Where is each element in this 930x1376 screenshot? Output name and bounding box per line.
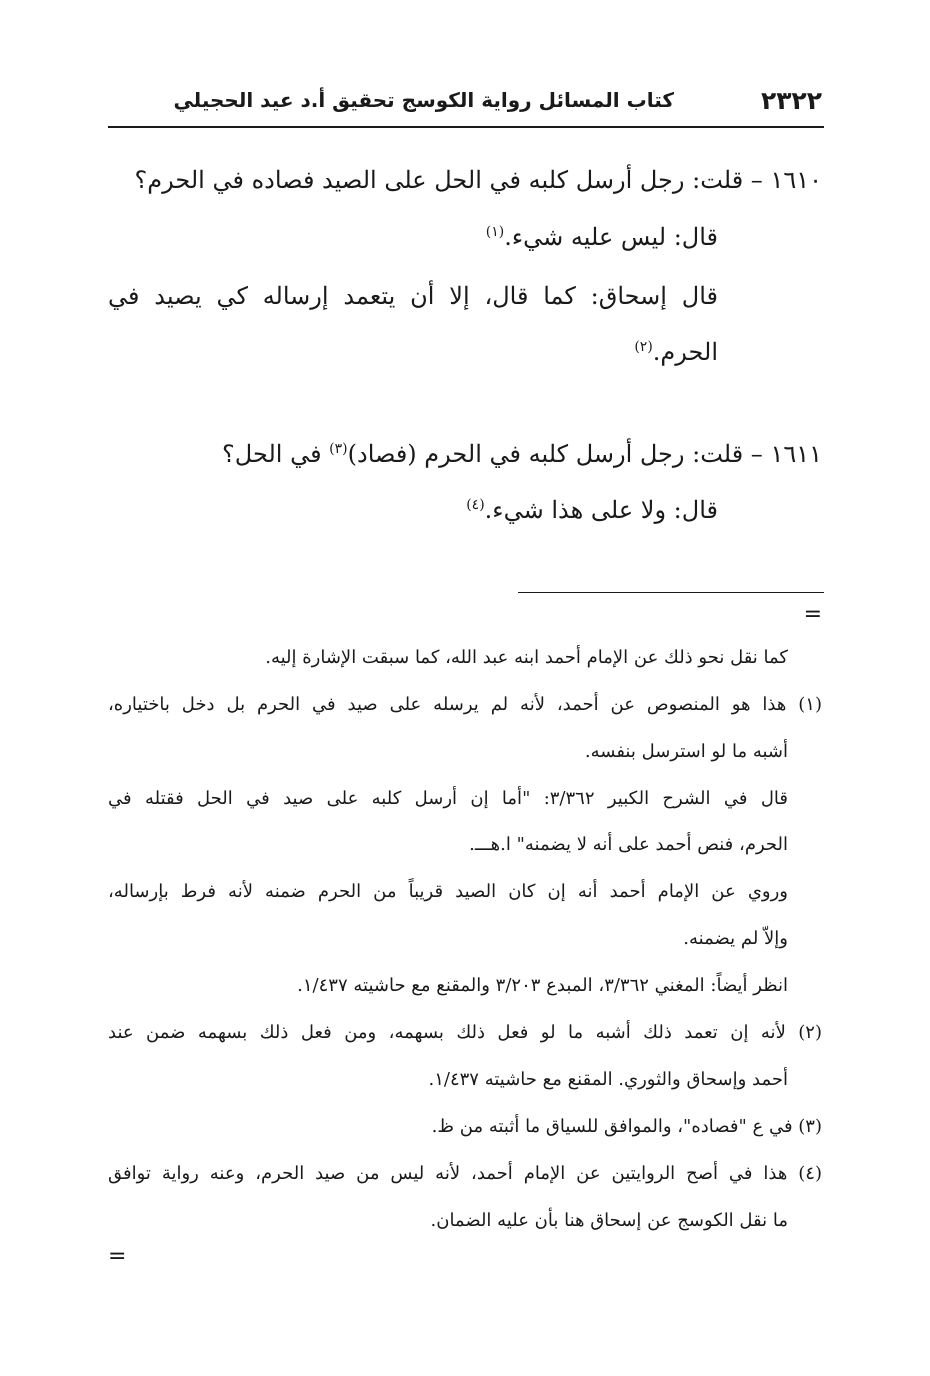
footnote-line: (١) هذا هو المنصوص عن أحمد، لأنه لم يرسله على صيد في الحرم بل دخل باختياره، [108, 694, 822, 715]
issue-1610-ishaq-text-2: الحرم. [652, 338, 718, 366]
footnote-line: قال في الشرح الكبير ٣/٣٦٢: "أما إن أرسل كلبه على صيد في الحل فقتله في [108, 788, 788, 809]
issue-1610-answer-text: قال: ليس عليه شيء. [504, 223, 718, 251]
footnote-ref-1: (١) [485, 224, 505, 240]
issue-1610-ishaq-text-1: قال إسحاق: كما قال، إلا أن يتعمد إرساله كي يصيد في [108, 282, 718, 310]
issue-1611-answer-text: قال: ولا على هذا شيء. [484, 496, 718, 524]
issue-1611-question [222, 440, 822, 468]
page-header [108, 84, 824, 124]
issue-1611-question-tail: في الحل؟ [222, 440, 330, 468]
footnote-ref-2: (٢) [634, 339, 653, 355]
issue-1611-answer [466, 496, 718, 524]
issue-1610-answer [486, 223, 718, 251]
running-title: كتاب المسائل رواية الكوسج تحقيق أ.د عيد الحجيلي [173, 88, 674, 112]
issue-1611-question-text: ١٦١١ – قلت: رجل أرسل كلبه في الحرم (فصاد) [347, 440, 822, 468]
issue-1610-question-text: ١٦١٠ – قلت: رجل أرسل كلبه في الحل على الصيد فصاده في الحرم؟ [134, 166, 822, 194]
footnote-ref-3: (٣) [329, 441, 348, 457]
footnote-line: (٣) في ع "فصاده"، والموافق للسياق ما أثبته من ظ. [431, 1116, 822, 1137]
footnote-line: كما نقل نحو ذلك عن الإمام أحمد ابنه عبد الله، كما سبقت الإشارة إليه. [265, 647, 788, 668]
footnote-separator [518, 592, 824, 593]
footnote-line: أشبه ما لو استرسل بنفسه. [584, 741, 788, 762]
footnote-line: انظر أيضاً: المغني ٣/٣٦٢، المبدع ٣/٢٠٣ والمقنع مع حاشيته ١/٤٣٧. [297, 975, 788, 996]
issue-1610-question [135, 166, 822, 194]
footnote-continuation-mark: = [803, 602, 822, 627]
footnote-line: الحرم، فنص أحمد على أنه لا يضمنه" ا.هـــ. [469, 834, 788, 855]
footnote-line: أحمد وإسحاق والثوري. المقنع مع حاشيته ١/٤٣٧. [428, 1069, 788, 1090]
page-number: ٢٣٢٢ [760, 86, 822, 115]
issue-1610-ishaq-line-2 [634, 338, 718, 366]
footnote-end-mark: = [108, 1244, 127, 1269]
footnote-line: وروي عن الإمام أحمد أنه إن كان الصيد قريباً من الحرم ضمنه لأنه فرط بإرساله، [108, 881, 788, 902]
header-rule [108, 126, 824, 128]
footnote-line: (٢) لأنه إن تعمد ذلك أشبه ما لو فعل ذلك بسهمه، ومن فعل ذلك بسهمه ضمن عند [108, 1022, 822, 1043]
footnote-ref-4: (٤) [466, 497, 485, 513]
footnote-line: ما نقل الكوسج عن إسحاق هنا بأن عليه الضمان. [430, 1210, 788, 1231]
issue-1610-ishaq-line-1 [108, 282, 718, 310]
footnote-line: وإلاّ لم يضمنه. [683, 928, 788, 949]
footnote-line: (٤) هذا في أصح الروايتين عن الإمام أحمد، لأنه ليس من صيد الحرم، وعنه رواية توافق [108, 1163, 822, 1184]
